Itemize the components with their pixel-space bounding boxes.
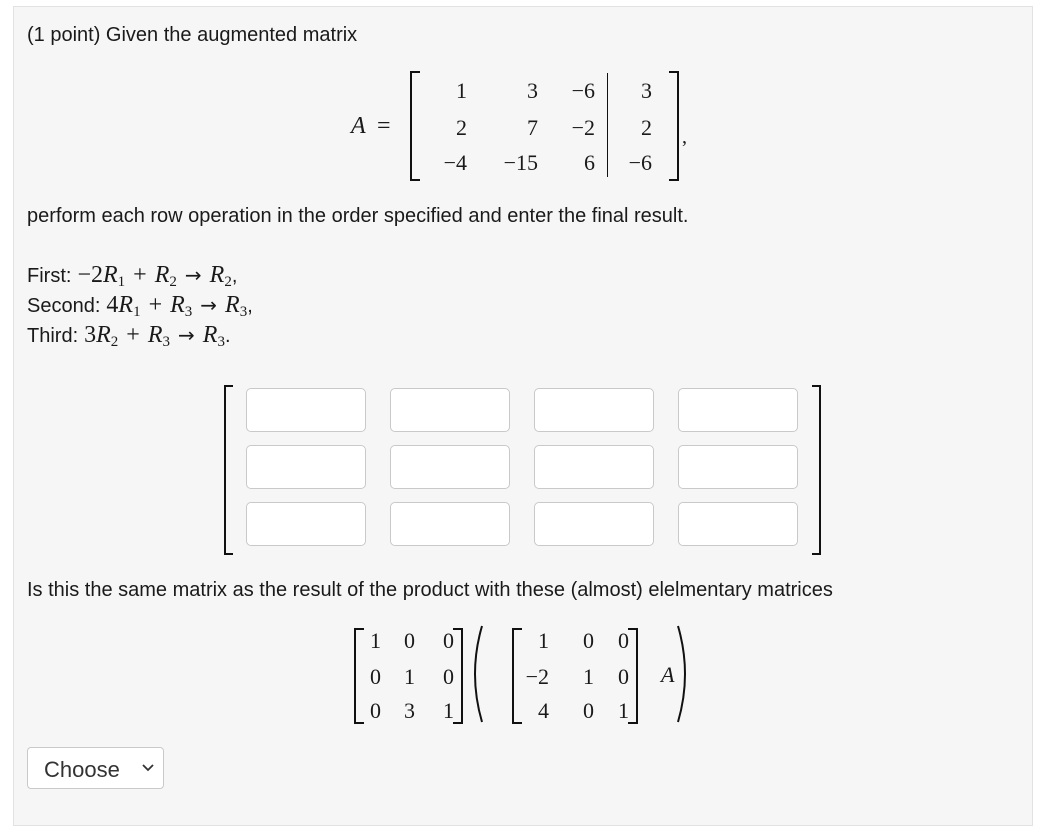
op-row-index: 2 — [110, 334, 119, 350]
elem-matrix1-cell: 0 — [443, 664, 454, 689]
elem-matrix2-cell: 1 — [583, 664, 594, 689]
op-row: R — [96, 322, 111, 348]
op-row-index: 1 — [117, 274, 126, 290]
elem-matrix2-cell: −2 — [525, 664, 549, 689]
op-arrow: → — [178, 323, 195, 347]
answer-input-r2c1[interactable] — [246, 445, 366, 489]
op-row-index: 2 — [224, 274, 232, 290]
row-operation — [27, 262, 237, 291]
elem-matrix1-cell: 1 — [443, 698, 454, 723]
elem-matrix2-cell: 4 — [538, 698, 549, 723]
op-row-index: 3 — [217, 334, 225, 350]
select-value: Choose — [44, 757, 120, 782]
matrix-cell: 6 — [584, 150, 595, 175]
answer-input-r3c4[interactable] — [678, 502, 798, 546]
problem-intro: (1 point) Given the augmented matrix — [27, 24, 358, 46]
elem-matrix1-cell: 0 — [370, 698, 381, 723]
op-row: R — [170, 292, 185, 318]
matrix-cell: −4 — [443, 150, 467, 175]
op-coefficient: −2 — [77, 262, 103, 288]
answer-input-r1c1[interactable] — [246, 388, 366, 432]
elem-matrix1-right-bracket — [453, 628, 463, 724]
elem-matrix2-cell: 1 — [618, 698, 629, 723]
op-end: , — [231, 265, 238, 287]
matrix-cell: −6 — [571, 78, 595, 103]
answer-input-r3c3[interactable] — [534, 502, 654, 546]
row-operation — [27, 322, 231, 351]
equals-sign: = — [377, 113, 391, 139]
matrix-trailing-comma: , — [682, 126, 687, 148]
elem-matrix1-cell: 1 — [404, 664, 415, 689]
answer-left-bracket — [224, 385, 233, 555]
op-row-index: 3 — [184, 304, 193, 320]
op-row: R — [202, 322, 218, 348]
question-text: Is this the same matrix as the result of the product with these (almost) elelmentary matrices — [27, 579, 833, 601]
op-row: R — [225, 292, 240, 318]
matrix-cell: −6 — [628, 150, 652, 175]
elem-matrix2-cell: 0 — [583, 628, 594, 653]
matrix-cell: −2 — [571, 115, 595, 140]
elem-matrix2-cell: 0 — [618, 664, 629, 689]
row-operation — [27, 292, 253, 321]
elem-matrix1-cell: 1 — [370, 628, 381, 653]
op-row: R — [147, 322, 163, 348]
matrix-cell: −15 — [503, 150, 538, 175]
elem-matrix2-cell: 0 — [583, 698, 594, 723]
matrix-right-bracket — [669, 71, 679, 181]
elem-matrix1-cell: 0 — [404, 628, 415, 653]
answer-select[interactable] — [27, 747, 164, 789]
matrix-cell: 3 — [527, 78, 538, 103]
op-row-index: 3 — [162, 334, 171, 350]
answer-input-r3c1[interactable] — [246, 502, 366, 546]
op-row: R — [118, 292, 134, 318]
op-row: R — [154, 262, 170, 288]
op-plus: + — [148, 292, 163, 318]
op-row-index: 2 — [169, 274, 177, 290]
matrix-name: A — [351, 113, 366, 139]
answer-input-r1c4[interactable] — [678, 388, 798, 432]
matrix-cell: 2 — [641, 115, 652, 140]
op-plus: + — [126, 322, 140, 348]
op-coefficient: 3 — [84, 322, 97, 348]
matrix-cell: 7 — [527, 115, 538, 140]
elem-matrix1-cell: 3 — [404, 698, 415, 723]
op-plus: + — [133, 262, 147, 288]
matrix-cell: 3 — [641, 78, 652, 103]
answer-input-r3c2[interactable] — [390, 502, 510, 546]
answer-input-r2c2[interactable] — [390, 445, 510, 489]
chevron-down-icon — [141, 763, 155, 773]
op-arrow: → — [200, 293, 218, 317]
op-label: Third: — [27, 325, 79, 347]
op-row-index: 3 — [239, 304, 248, 320]
op-row: R — [102, 262, 118, 288]
answer-input-r1c3[interactable] — [534, 388, 654, 432]
instruction-text: perform each row operation in the order specified and enter the final result. — [27, 205, 689, 227]
elem-matrix1-cell: 0 — [370, 664, 381, 689]
answer-input-r1c2[interactable] — [390, 388, 510, 432]
op-label: Second: — [27, 295, 101, 317]
matrix-cell: 1 — [456, 78, 467, 103]
op-label: First: — [27, 265, 72, 287]
answer-right-bracket — [812, 385, 821, 555]
elem-matrix2-right-bracket — [628, 628, 638, 724]
elem-matrix2-cell: 1 — [538, 628, 549, 653]
answer-input-r2c4[interactable] — [678, 445, 798, 489]
times-matrix-a: A — [661, 662, 675, 687]
answer-input-r2c3[interactable] — [534, 445, 654, 489]
op-end: . — [224, 325, 231, 347]
op-coefficient: 4 — [106, 292, 119, 318]
op-arrow: → — [184, 263, 202, 287]
matrix-cell: 2 — [456, 115, 467, 140]
elem-matrix2-cell: 0 — [618, 628, 629, 653]
op-row-index: 1 — [133, 304, 141, 320]
op-end: , — [247, 295, 253, 317]
op-row: R — [209, 262, 225, 288]
elem-matrix1-cell: 0 — [443, 628, 454, 653]
